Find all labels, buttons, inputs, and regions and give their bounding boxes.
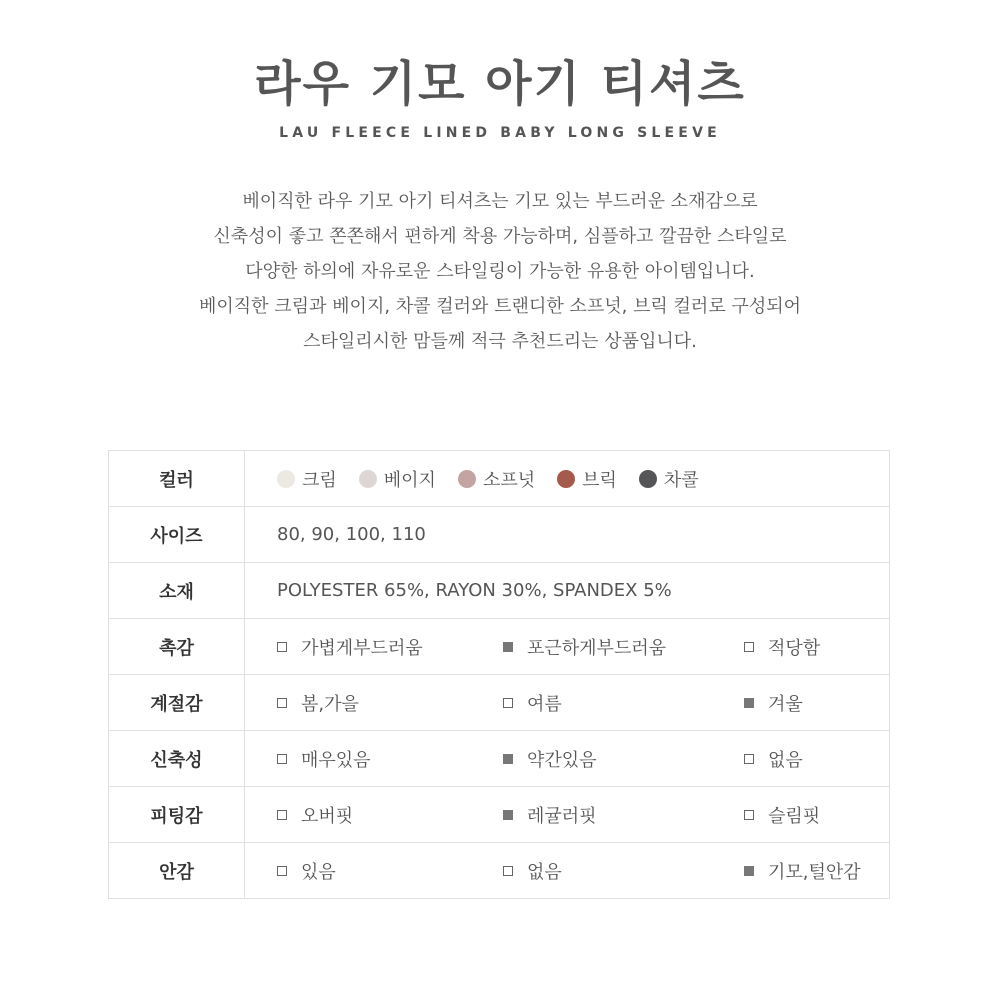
checkbox-icon <box>277 642 287 652</box>
checkbox-icon <box>503 698 513 708</box>
color-option-softnut <box>458 466 535 492</box>
spec-label-fit: 피팅감 <box>109 787 245 843</box>
checkbox-icon <box>503 754 513 764</box>
color-swatch-brick <box>557 470 575 488</box>
spec-row-season <box>109 675 890 731</box>
spec-label-stretch: 신축성 <box>109 731 245 787</box>
description-line: 베이직한 라우 기모 아기 티셔츠는 기모 있는 부드러운 소재감으로 <box>242 191 758 212</box>
fit-option <box>503 787 597 842</box>
spec-value-stretch <box>245 731 890 787</box>
option-label: 없음 <box>527 861 562 883</box>
spec-label-size: 사이즈 <box>109 507 245 563</box>
spec-table <box>108 450 890 899</box>
lining-option <box>277 843 336 898</box>
spec-row-fit <box>109 787 890 843</box>
season-option <box>277 675 359 730</box>
option-label: 포근하게부드러움 <box>527 637 667 659</box>
size-text: 80, 90, 100, 110 <box>277 524 426 545</box>
spec-value-color <box>245 451 890 507</box>
checkbox-icon <box>744 866 754 876</box>
description-line: 신축성이 좋고 쫀쫀해서 편하게 착용 가능하며, 심플하고 깔끔한 스타일로 <box>213 226 787 247</box>
page-title: 라우 기모 아기 티셔츠 <box>254 56 746 112</box>
spec-row-size <box>109 507 890 563</box>
checkbox-icon <box>277 810 287 820</box>
spec-label-season: 계절감 <box>109 675 245 731</box>
spec-label-color: 컬러 <box>109 451 245 507</box>
spec-value-lining <box>245 843 890 899</box>
checkbox-icon <box>277 866 287 876</box>
color-label: 소프넛 <box>482 469 536 491</box>
option-label: 레귤러핏 <box>527 805 597 827</box>
fit-option <box>277 787 353 842</box>
season-options <box>277 675 889 730</box>
spec-value-material <box>245 563 890 619</box>
texture-option <box>503 619 666 674</box>
checkbox-icon <box>503 866 513 876</box>
stretch-option <box>503 731 597 786</box>
description-line: 다양한 하의에 자유로운 스타일링이 가능한 유용한 아이템입니다. <box>245 261 755 282</box>
description-line: 스타일리시한 맘들께 적극 추천드리는 상품입니다. <box>303 331 697 352</box>
color-label: 베이지 <box>383 469 436 491</box>
option-label: 매우있음 <box>301 749 371 771</box>
checkbox-icon <box>744 754 754 764</box>
texture-options <box>277 619 889 674</box>
description-line: 베이직한 크림과 베이지, 차콜 컬러와 트랜디한 소프넛, 브릭 컬러로 구성되어 <box>199 296 801 317</box>
material-text: POLYESTER 65%, RAYON 30%, SPANDEX 5% <box>277 580 672 601</box>
color-option-brick <box>557 466 617 492</box>
stretch-option <box>277 731 371 786</box>
stretch-option <box>744 731 803 786</box>
color-swatch-charcoal <box>639 470 657 488</box>
color-label: 브릭 <box>582 469 617 491</box>
spec-value-texture <box>245 619 890 675</box>
checkbox-icon <box>744 698 754 708</box>
lining-option <box>503 843 562 898</box>
fit-option <box>744 787 820 842</box>
fit-options <box>277 787 889 842</box>
checkbox-icon <box>503 642 513 652</box>
page-subtitle: LAU FLEECE LINED BABY LONG SLEEVE <box>279 125 721 141</box>
color-list <box>277 466 889 492</box>
season-option <box>503 675 562 730</box>
color-swatch-beige <box>359 470 377 488</box>
season-option <box>744 675 803 730</box>
color-option-cream <box>277 466 337 492</box>
spec-row-texture <box>109 619 890 675</box>
color-swatch-cream <box>277 470 295 488</box>
product-description <box>0 184 1000 359</box>
option-label: 여름 <box>527 693 562 715</box>
spec-row-stretch <box>109 731 890 787</box>
lining-option <box>744 843 861 898</box>
lining-options <box>277 843 889 898</box>
option-label: 봄,가을 <box>301 693 359 715</box>
option-label: 슬림핏 <box>768 805 821 827</box>
color-option-charcoal <box>639 466 699 492</box>
checkbox-icon <box>277 754 287 764</box>
spec-row-material <box>109 563 890 619</box>
texture-option <box>277 619 423 674</box>
color-label: 크림 <box>302 469 337 491</box>
option-label: 기모,털안감 <box>768 861 861 883</box>
checkbox-icon <box>744 810 754 820</box>
texture-option <box>744 619 820 674</box>
option-label: 있음 <box>301 861 336 883</box>
option-label: 겨울 <box>768 693 803 715</box>
spec-value-season <box>245 675 890 731</box>
spec-row-color <box>109 451 890 507</box>
color-option-beige <box>359 466 436 492</box>
checkbox-icon <box>744 642 754 652</box>
spec-row-lining <box>109 843 890 899</box>
option-label: 약간있음 <box>527 749 597 771</box>
spec-label-lining: 안감 <box>109 843 245 899</box>
spec-label-material: 소재 <box>109 563 245 619</box>
checkbox-icon <box>277 698 287 708</box>
color-label: 차콜 <box>663 469 699 491</box>
spec-value-size <box>245 507 890 563</box>
spec-value-fit <box>245 787 890 843</box>
color-swatch-softnut <box>458 470 476 488</box>
option-label: 없음 <box>768 749 803 771</box>
spec-label-texture: 촉감 <box>109 619 245 675</box>
option-label: 가볍게부드러움 <box>301 637 423 659</box>
stretch-options <box>277 731 889 786</box>
option-label: 오버핏 <box>301 805 354 827</box>
checkbox-icon <box>503 810 513 820</box>
option-label: 적당함 <box>768 637 821 659</box>
